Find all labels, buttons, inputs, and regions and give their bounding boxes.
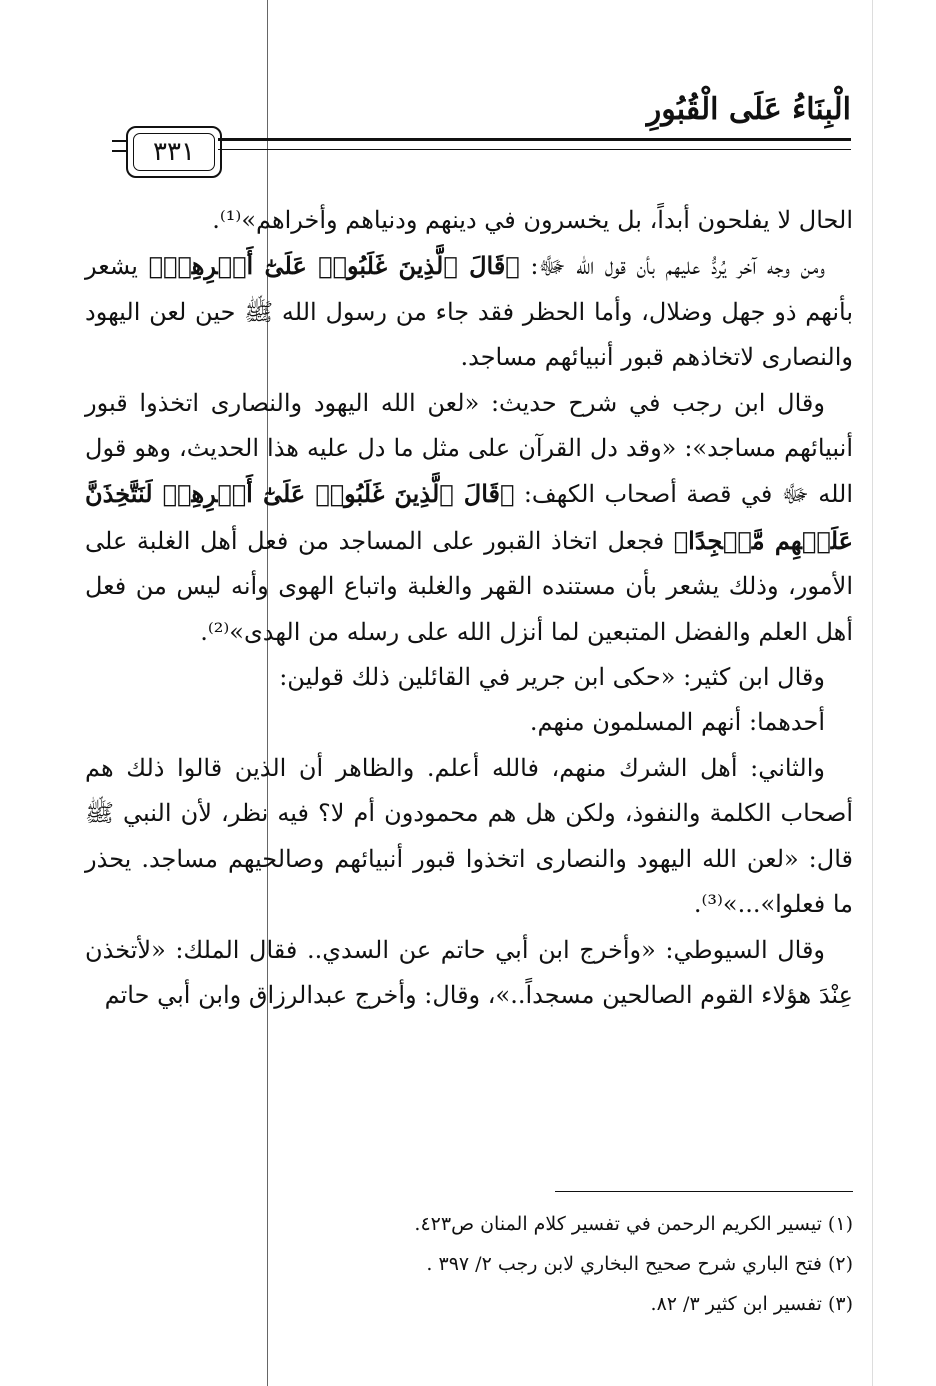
paragraph-3-text: وقال ابن رجب في شرح حديث: «لعن الله اليهود والنصارى اتخذوا قبور أنبيائهم مساجد»: «وقد دل القرآن على مثل ما دل عليه هذا الحديث، وهو قول الله ﷻ في قصة أصحاب الكهف: bbox=[85, 388, 854, 509]
body-text bbox=[85, 198, 853, 1018]
paragraph-2-text: ومن وجه آخر يُردُّ عليهم بأن قول الله ﷻ: bbox=[519, 252, 825, 281]
paragraph-4: وقال ابن كثير: «حكى ابن جرير في القائلين ذلك قولين: bbox=[279, 663, 825, 692]
page-number-box bbox=[126, 126, 222, 178]
quran-verse: ﴿قَالَ ٱلَّذِينَ غَلَبُوا۟ عَلَىٰٓ أَمۡرِهِمۡ﴾ bbox=[148, 251, 520, 281]
paragraph-1: الحال لا يفلحون أبداً، بل يخسرون في دينهم ودنياهم وأخراهم»⁽¹⁾. bbox=[212, 206, 853, 234]
running-title: الْبِنَاءُ عَلَى الْقُبُورِ bbox=[646, 92, 851, 127]
footnote-1: (١) تيسير الكريم الرحمن في تفسير كلام المنان ص٤٢٣. bbox=[414, 1213, 853, 1235]
header-rule-left bbox=[112, 140, 126, 152]
paragraph-3 bbox=[85, 381, 853, 655]
paragraph-2 bbox=[85, 243, 853, 380]
footnotes bbox=[85, 1204, 853, 1324]
paragraph-3-text-cont: فجعل اتخاذ القبور على المساجد من فعل أهل الغلبة على الأمور، وذلك يشعر بأن مستنده القهر والغلبة واتباع الهوى وأنه ليس من فعل أهل العلم والفضل المتبعين لما أنزل الله على رسله من الهدى»⁽²⁾. bbox=[85, 526, 853, 646]
paragraph-7: وقال السيوطي: «وأخرج ابن أبي حاتم عن السدي.. فقال الملك: «لأتخذن عِنْدَ هؤلاء القوم الصالحين مسجداً..»، وقال: وأخرج عبدالرزاق وابن أبي حاتم bbox=[85, 935, 853, 1009]
paragraph-2-text-cont: يشعر بأنهم ذو جهل وضلال، وأما الحظر فقد جاء من رسول الله ﷺ حين لعن اليهود والنصارى لاتخاذهم قبور أنبيائهم مساجد. bbox=[85, 252, 853, 372]
footnote-separator bbox=[555, 1191, 853, 1192]
page-edge-line bbox=[872, 0, 873, 1386]
paragraph-5: أحدهما: أنهم المسلمون منهم. bbox=[529, 708, 825, 737]
page-header bbox=[0, 90, 936, 190]
page-number: ٣٣١ bbox=[133, 133, 215, 171]
footnote-2: (٢) فتح الباري شرح صحيح البخاري لابن رجب ٢/ ٣٩٧ . bbox=[426, 1253, 853, 1275]
quran-verse: ﴿قَالَ ٱلَّذِينَ غَلَبُوا۟ عَلَىٰٓ أَمۡرِهِمۡ لَنَتَّخِذَنَّ عَلَيۡهِم مَّسۡجِدًا﴾ bbox=[85, 479, 854, 555]
footnote-3: (٣) تفسير ابن كثير ٣/ ٨٢. bbox=[650, 1293, 853, 1315]
header-rule bbox=[218, 138, 851, 150]
paragraph-6: والثاني: أهل الشرك منهم، فالله أعلم. والظاهر أن الذين قالوا ذلك هم أصحاب الكلمة والنفوذ، ولكن هل هم محمودون أم لا؟ فيه نظر، لأن النبي ﷺ قال: «لعن الله اليهود والنصارى اتخذوا قبور أنبيائهم وصالحيهم مساجد. يحذر ما فعلوا»...»⁽³⁾. bbox=[85, 753, 853, 919]
